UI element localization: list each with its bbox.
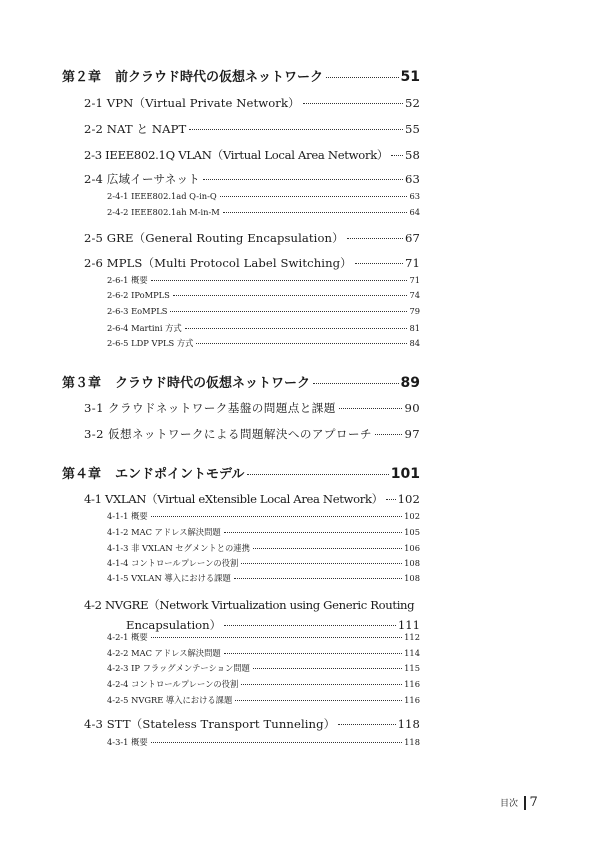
section-2-6[interactable] <box>84 255 420 271</box>
page-number: 112 <box>404 632 420 642</box>
subsection-4-1-3[interactable] <box>107 542 420 554</box>
subsection-label: 4-2-1 概要 <box>107 632 148 642</box>
page-number: 58 <box>405 148 420 162</box>
leader-dots <box>220 196 408 197</box>
leader-dots <box>391 155 403 156</box>
page-number: 108 <box>404 558 420 568</box>
leader-dots <box>170 311 407 312</box>
leader-dots <box>313 383 399 384</box>
section-2-3[interactable] <box>84 147 420 163</box>
page-number: 118 <box>404 737 420 747</box>
page-number: 74 <box>409 290 420 300</box>
page-number: 102 <box>397 492 420 506</box>
page-number: 84 <box>409 338 420 348</box>
page-number: 118 <box>397 717 420 731</box>
section-label: 2-3 IEEE802.1Q VLAN（Virtual Local Area Network） <box>84 148 389 162</box>
section-2-4[interactable] <box>84 171 420 187</box>
leader-dots <box>203 179 403 180</box>
subsection-label: 4-3-1 概要 <box>107 737 148 747</box>
section-2-2[interactable] <box>84 121 420 137</box>
leader-dots <box>241 563 402 564</box>
section-label: 2-4 広域イーサネット <box>84 172 200 186</box>
subsection-label: 2-6-5 LDP VPLS 方式 <box>107 338 194 348</box>
page-number: 114 <box>404 648 420 658</box>
subsection-label: 4-1-1 概要 <box>107 511 148 521</box>
subsection-2-4-2[interactable] <box>107 207 420 217</box>
subsection-4-1-1[interactable] <box>107 510 420 522</box>
subsection-label: 2-6-3 EoMPLS <box>107 306 168 316</box>
subsection-label: 4-2-3 IP フラッグメンテーション問題 <box>107 663 250 673</box>
leader-dots <box>224 653 402 654</box>
leader-dots <box>151 516 402 517</box>
leader-dots <box>185 328 408 329</box>
subsection-2-6-5[interactable] <box>107 337 420 349</box>
chapter-title: 前クラウド時代の仮想ネットワーク <box>115 70 324 85</box>
subsection-2-6-2[interactable] <box>107 290 420 300</box>
section-4-1[interactable] <box>84 491 420 507</box>
section-label-line2: Encapsulation） <box>126 618 222 632</box>
page-footer <box>500 795 538 810</box>
leader-dots <box>173 295 408 296</box>
leader-dots <box>326 77 399 78</box>
subsection-4-2-2[interactable] <box>107 647 420 659</box>
chapter-title: エンドポイントモデル <box>115 467 245 482</box>
leader-dots <box>303 103 403 104</box>
page-number: 51 <box>400 69 420 85</box>
page-number: 115 <box>404 663 420 673</box>
leader-dots <box>235 700 402 701</box>
page-number: 116 <box>404 679 420 689</box>
leader-dots <box>223 212 408 213</box>
subsection-label: 4-1-2 MAC アドレス解決問題 <box>107 527 221 537</box>
leader-dots <box>386 499 396 500</box>
subsection-2-6-3[interactable] <box>107 306 420 316</box>
subsection-label: 4-2-5 NVGRE 導入における課題 <box>107 695 233 705</box>
chapter-3-entry[interactable] <box>62 372 420 391</box>
leader-dots <box>375 434 403 435</box>
leader-dots <box>224 625 396 626</box>
leader-dots <box>253 668 402 669</box>
section-label: 2-2 NAT と NAPT <box>84 122 187 136</box>
subsection-4-3-1[interactable] <box>107 736 420 748</box>
section-label-line1: 4-2 NVGRE（Network Virtualization using Generic Routing <box>84 598 415 612</box>
page-number: 64 <box>409 207 420 217</box>
page-number: 90 <box>404 401 420 415</box>
subsection-label: 2-6-4 Martini 方式 <box>107 323 182 333</box>
section-2-5[interactable] <box>84 230 420 246</box>
chapter-number: 第４章 <box>62 467 102 482</box>
page-number: 111 <box>397 618 420 632</box>
leader-dots <box>347 238 403 239</box>
leader-dots <box>196 343 407 344</box>
section-label: 3-2 仮想ネットワークによる問題解決へのアプローチ <box>84 427 372 441</box>
page-number: 97 <box>404 427 420 441</box>
subsection-4-1-2[interactable] <box>107 526 420 538</box>
subsection-4-1-5[interactable] <box>107 572 420 584</box>
section-4-3[interactable] <box>84 716 420 732</box>
section-label: 2-5 GRE（General Routing Encapsulation） <box>84 231 344 245</box>
section-4-2[interactable] <box>84 597 420 633</box>
chapter-title: クラウド時代の仮想ネットワーク <box>115 376 311 391</box>
leader-dots <box>189 129 403 130</box>
subsection-4-2-3[interactable] <box>107 662 420 674</box>
page-number: 116 <box>404 695 420 705</box>
page-number: 102 <box>404 511 420 521</box>
page-number: 52 <box>405 96 420 110</box>
page-number: 106 <box>404 543 420 553</box>
chapter-number: 第３章 <box>62 376 102 391</box>
chapter-4-entry[interactable] <box>62 463 420 482</box>
page-number: 89 <box>400 375 420 391</box>
leader-dots <box>338 724 395 725</box>
leader-dots <box>151 637 402 638</box>
subsection-label: 4-1-3 非 VXLAN セグメントとの連携 <box>107 543 250 553</box>
subsection-label: 4-2-4 コントロールプレーンの役割 <box>107 679 239 689</box>
leader-dots <box>247 474 388 475</box>
subsection-label: 4-1-4 コントロールプレーンの役割 <box>107 558 239 568</box>
page-number: 108 <box>404 573 420 583</box>
subsection-2-4-1[interactable] <box>107 191 420 201</box>
leader-dots <box>224 532 402 533</box>
section-2-1[interactable] <box>84 95 420 111</box>
subsection-label: 2-6-2 IPoMPLS <box>107 290 170 300</box>
subsection-label: 4-2-2 MAC アドレス解決問題 <box>107 648 221 658</box>
chapter-2-entry[interactable] <box>62 66 420 85</box>
section-label: 4-3 STT（Stateless Transport Tunneling） <box>84 717 336 731</box>
leader-dots <box>339 408 403 409</box>
chapter-number: 第２章 <box>62 70 102 85</box>
subsection-4-1-4[interactable] <box>107 557 420 569</box>
page-number: 101 <box>390 466 420 482</box>
section-3-1[interactable] <box>84 400 420 416</box>
leader-dots <box>355 263 403 264</box>
subsection-2-6-4[interactable] <box>107 322 420 334</box>
leader-dots <box>241 684 402 685</box>
leader-dots <box>151 742 402 743</box>
subsection-label: 2-4-2 IEEE802.1ah M-in-M <box>107 207 220 217</box>
leader-dots <box>151 280 408 281</box>
section-label: 2-6 MPLS（Multi Protocol Label Switching） <box>84 256 352 270</box>
footer-label: 目次 <box>500 799 519 809</box>
subsection-4-2-4[interactable] <box>107 678 420 690</box>
subsection-4-2-1[interactable] <box>107 631 420 643</box>
subsection-label: 4-1-5 VXLAN 導入における課題 <box>107 573 231 583</box>
page-number: 79 <box>409 306 420 316</box>
page-number: 63 <box>405 172 420 186</box>
page-number: 71 <box>405 256 420 270</box>
subsection-label: 2-4-1 IEEE802.1ad Q-in-Q <box>107 191 217 201</box>
section-label: 3-1 クラウドネットワーク基盤の問題点と課題 <box>84 401 336 415</box>
page-number: 81 <box>409 323 420 333</box>
section-label: 4-1 VXLAN（Virtual eXtensible Local Area Network） <box>84 492 383 506</box>
leader-dots <box>234 578 402 579</box>
footer-divider <box>524 796 526 810</box>
leader-dots <box>253 548 402 549</box>
page-number: 105 <box>404 527 420 537</box>
subsection-4-2-5[interactable] <box>107 694 420 706</box>
page-number: 67 <box>405 231 420 245</box>
subsection-label: 2-6-1 概要 <box>107 275 148 285</box>
section-label: 2-1 VPN（Virtual Private Network） <box>84 96 300 110</box>
subsection-2-6-1[interactable] <box>107 274 420 286</box>
page-number: 63 <box>409 191 420 201</box>
footer-page-number: 7 <box>529 795 538 810</box>
page-number: 71 <box>409 275 420 285</box>
section-3-2[interactable] <box>84 426 420 442</box>
page-number: 55 <box>405 122 420 136</box>
